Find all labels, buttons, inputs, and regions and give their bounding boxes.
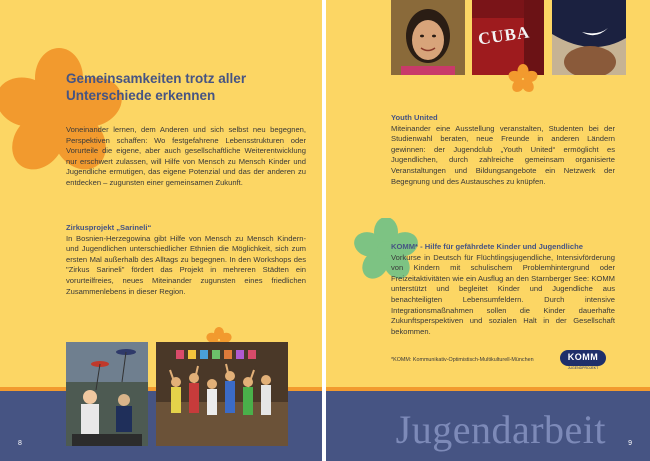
sarineli-text: In Bosnien-Herzegowina gibt Hilfe von Mensch zu Mensch Kindern- und Jugendlichen unterschiedlicher Ethnien die Möglichkeit, sich zum ersten Mal außerhalb des Alltags zu begegnen. In den Workshops des "Zirkus Sarineli" fördert das Projekt in mehreren Städten ein vorurteilfreies, neues Miteinander zugunsten eines friedlichen Zusammenlebens in dieser Region.: [66, 233, 306, 296]
small-orange-flower-right-icon: [508, 64, 538, 94]
left-page: [0, 0, 322, 461]
girl-portrait-photo: [391, 0, 465, 75]
intro-text: Voneinander lernen, dem Anderen und sich selbst neu begegnen, Perspektiven schaffen: Wo festgefahrene Lebensstrukturen oder Vorurteile die eigene, aber auch gesellschaftliche Weiterentwicklung nur erschwert zulassen, will Hilfe von Mensch zu Mensch Kinder und Jugendliche ermutigen, das eigene Potenzial und das der anderen zu entdecken – zugunsten einer gemeinsamen Zukunft.: [66, 125, 306, 187]
youth-united-text: Miteinander eine Ausstellung veranstalten, Studenten bei der Studienwahl beraten, neue Freunde in anderen Ländern gewinnen: der Jugendclub „Youth United“ ermöglicht es Jugendlichen, durch zahlreiche gemeinsam organisierte Veranstaltungen und Bildungsangebote ein Netzwerk der Begegnung und des Austausches zu knüpfen.: [391, 123, 615, 186]
section-title: Jugendarbeit: [395, 407, 606, 452]
youth-united-section: [391, 113, 615, 187]
sarineli-section: [66, 223, 306, 297]
komm-logo: [560, 350, 606, 372]
sarineli-heading: Zirkusprojekt „Sarineli“: [66, 223, 152, 232]
komm-footnote: *KOMM: Kommunikativ-Optimistisch-Multikulturell-München: [391, 357, 534, 363]
boy-cap-photo: [552, 0, 626, 75]
komm-logo-subtext: JUGENDPROJEKT: [567, 366, 599, 370]
komm-text: Vorkurse in Deutsch für Flüchtlingsjugendliche, Intensivförderung von Kindern mit schulischem Problemhintergrund oder Freizeitaktivitäten wie ein Ausflug an den Starnberger See: KOMM unterstützt und begleitet Kinder und Jugendliche aus benachteiligten Lebensumfeldern. Durch intensive Integrationsmaßnahmen sollen die Kinder dauerhafte Zukunftsperspektiven und sozialen Halt in der Gesellschaft bekommen.: [391, 252, 615, 336]
page-number-left: 8: [18, 440, 22, 447]
cuba-shirt-text: CUBA: [476, 22, 532, 49]
intro-paragraph: [66, 125, 306, 189]
komm-section: [391, 242, 615, 337]
youth-united-heading: Youth United: [391, 113, 438, 122]
right-page: [326, 0, 650, 461]
page-number-right: 9: [628, 440, 632, 447]
komm-heading: KOMM* - Hilfe für gefährdete Kinder und Jugendliche: [391, 242, 583, 251]
page-heading: Gemeinsamkeiten trotz aller Unterschiede erkennen: [66, 71, 247, 103]
komm-logo-text: KOMM: [567, 352, 599, 362]
juggling-photo: [66, 342, 148, 446]
circus-performers-photo: [156, 342, 288, 446]
